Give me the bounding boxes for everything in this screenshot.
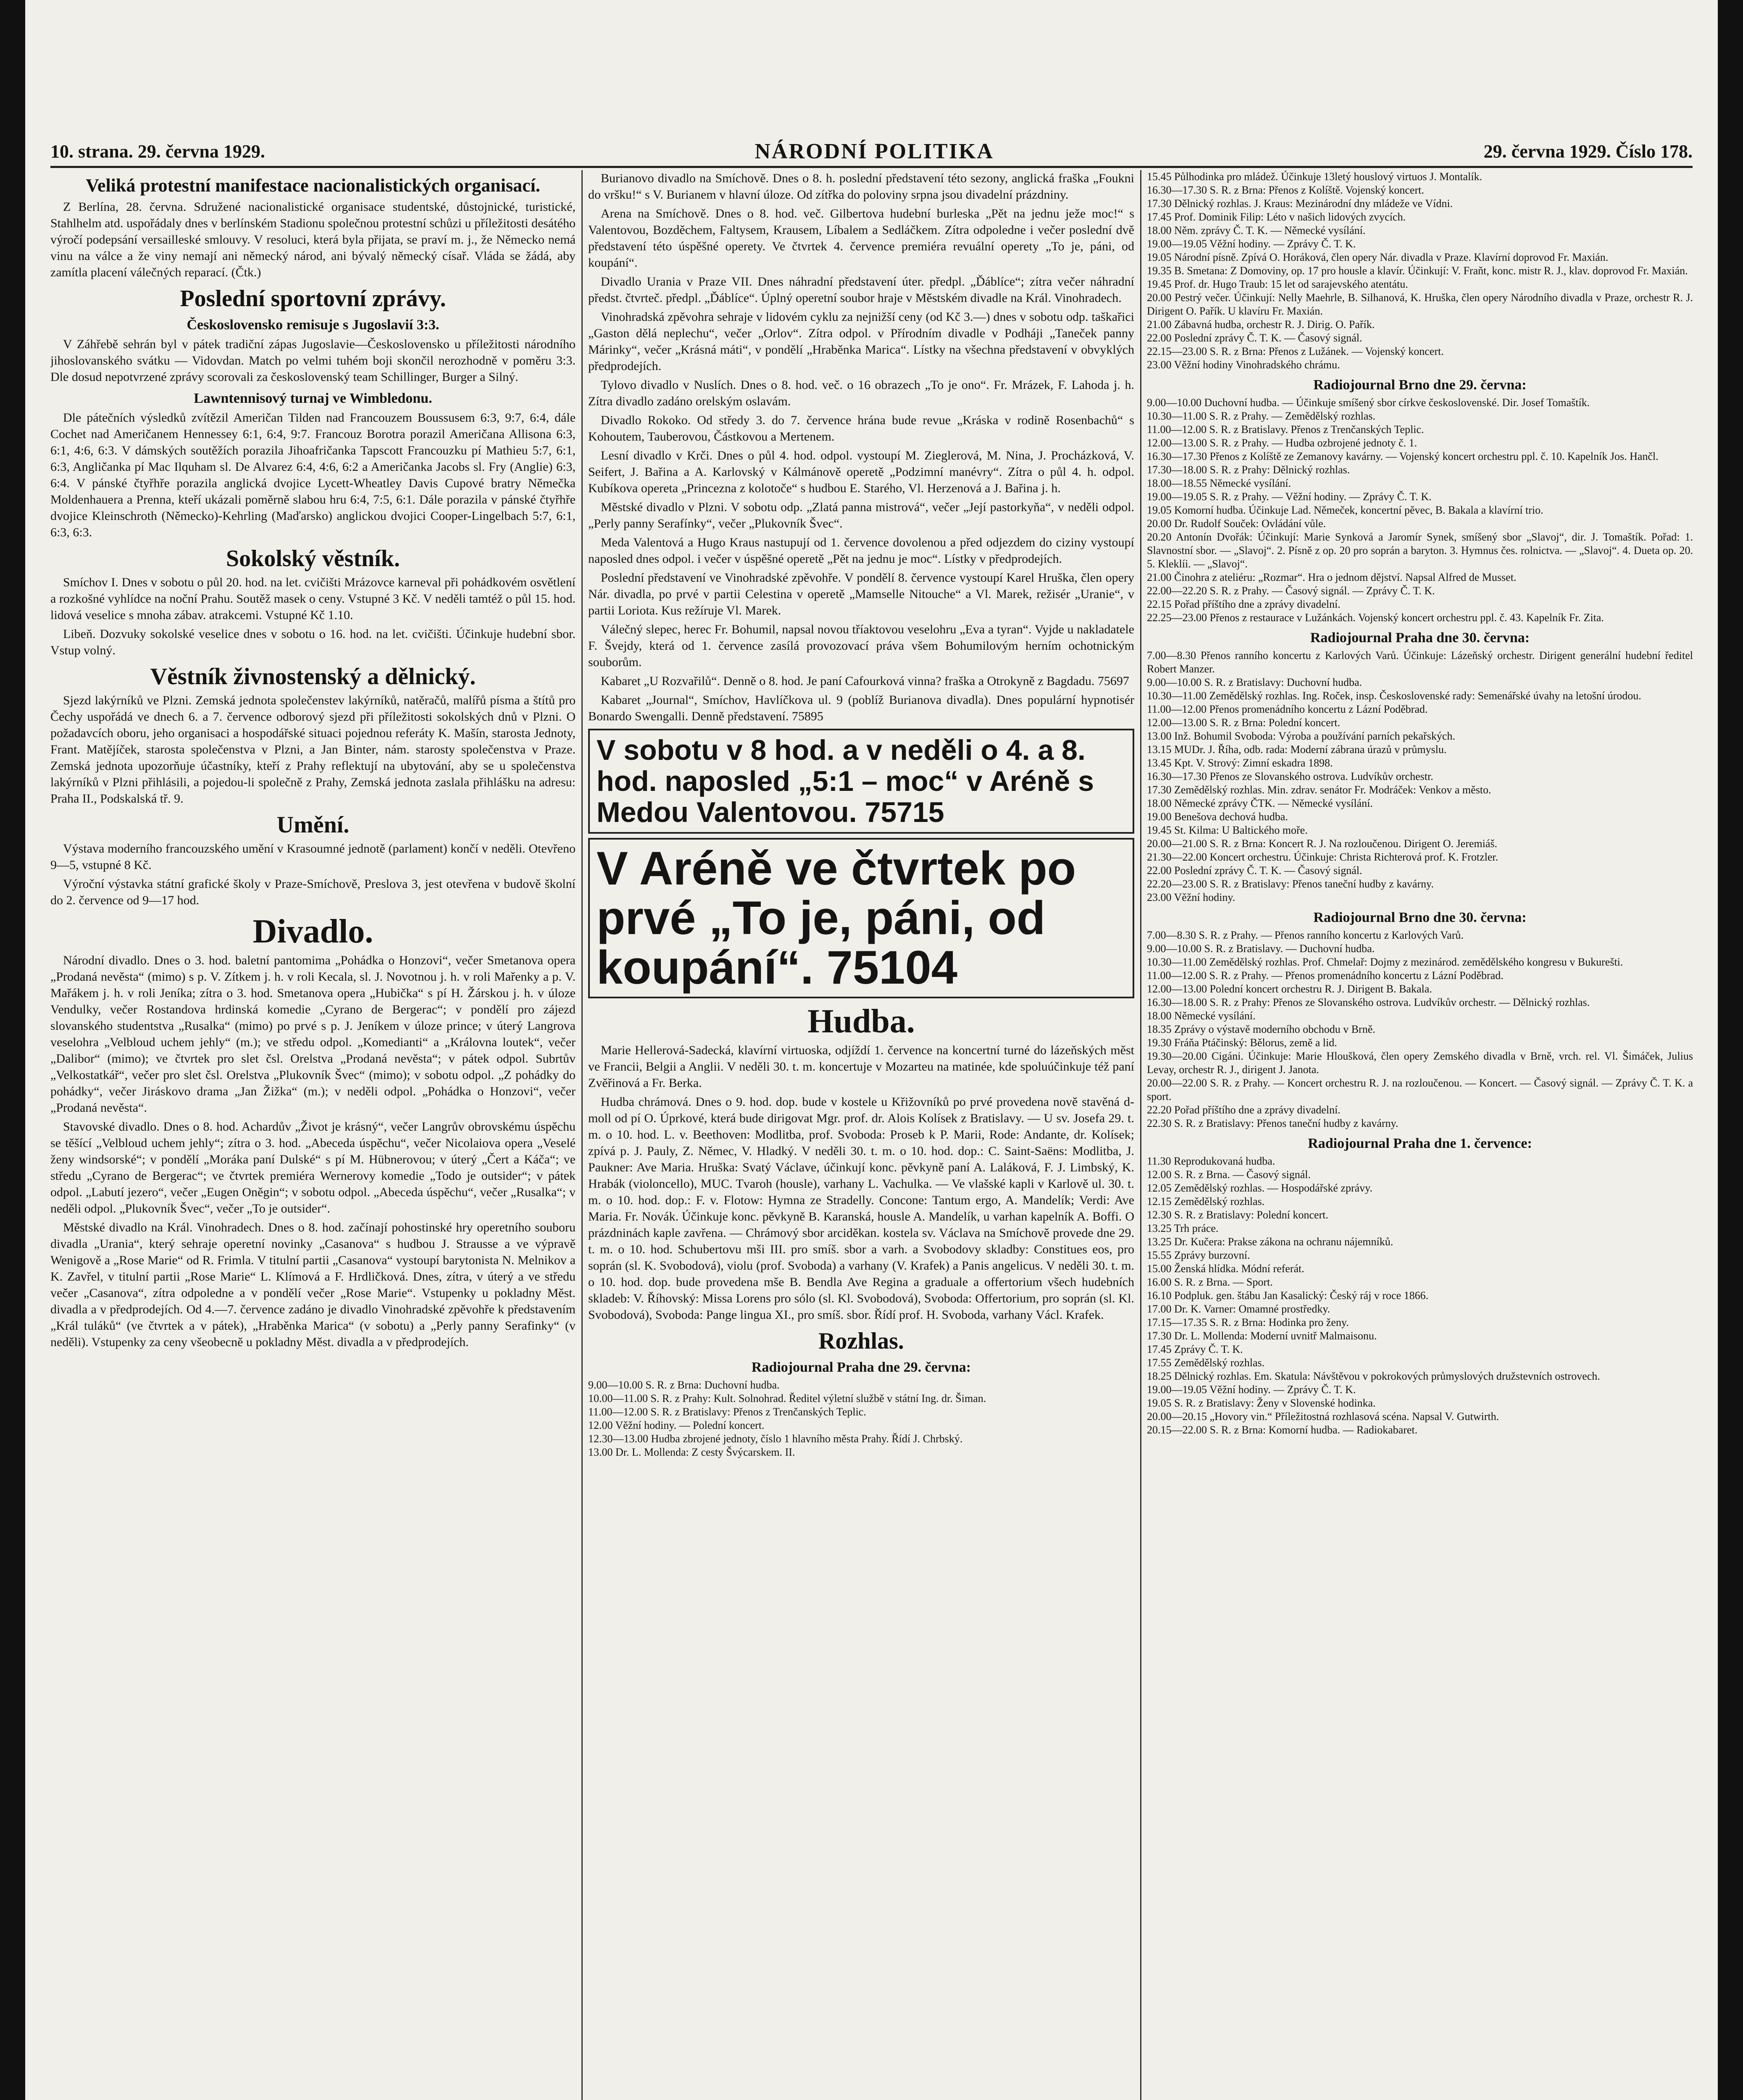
- article-paragraph: Kabaret „Journal“, Smíchov, Havlíčkova ul. 9 (poblíž Burianova divadla). Dnes populární hypnotisér Bonardo Swengalli. Denně představení. 75895: [588, 693, 1134, 723]
- program-entry: 11.00—12.00 Přenos promenádního koncertu z Lázní Poděbrad.: [1147, 703, 1428, 715]
- program-entry: 18.35 Zprávy o výstavě moderního obchodu v Brně.: [1147, 1023, 1375, 1035]
- section-heading: Sokolský věstník.: [226, 546, 400, 572]
- section-heading: Poslední sportovní zprávy.: [180, 286, 446, 312]
- program-entry: 21.00 Činohra z ateliéru: „Rozmar“. Hra o jednom dějství. Napsal Alfred de Musset.: [1147, 571, 1517, 583]
- section-heading: Lawntennisový turnaj ve Wimbledonu.: [194, 391, 432, 406]
- program-entry: 18.00—18.55 Německé vysílání.: [1147, 477, 1291, 489]
- program-entry: 22.00 Poslední zprávy Č. T. K. — Časový signál.: [1147, 864, 1362, 877]
- column-divider: [1140, 170, 1141, 2100]
- program-entry: 12.00 S. R. z Brna. — Časový signál.: [1147, 1168, 1311, 1181]
- article-paragraph: Stavovské divadlo. Dnes o 8. hod. Achardův „Život je krásný“, večer Langrův obrovskému úspěchu se těšící „Velbloud uchem jehly“; zítra o 3. hod. „Abeceda úspěchu“, večer Nicolaiova opera „Veselé ženy windsorské“; v pondělí „Moráka paní Dulské“ s pí M. Hübnerovou; v úterý „Čert a Káča“; ve středu „Cyrano de Bergerac“; ve čtvrtek premiéra Wernerovy komedie „Todo je outsider“; v pátek odpol. „Labutí jezero“, večer „Eugen Oněgin“; v sobotu odpol. „Abeceda úspěchu“, večer „Rusalka“; v neděli odpol. „Plukovník Švec“, večer „To je outsider“.: [50, 1120, 576, 1215]
- program-entry: 7.00—8.30 S. R. z Prahy. — Přenos ranního koncertu z Karlových Varů.: [1147, 929, 1464, 941]
- program-entry: 19.45 St. Kilma: U Baltického moře.: [1147, 824, 1308, 836]
- program-entry: 20.15—22.00 S. R. z Brna: Komorní hudba. — Radiokabaret.: [1147, 1424, 1418, 1436]
- article-paragraph: Smíchov I. Dnes v sobotu o půl 20. hod. na let. cvičišti Mrázovce karneval při pohádkovém osvětlení a rozkošné vyhlídce na noční Prahu. Soutěž masek o ceny. Vstupné 3 Kč. V neděli tamtéž o půl 15. hod. lidová veselice s mnoha zábav. atrakcemi. Vstupné Kč 1.10.: [50, 575, 576, 622]
- article-paragraph: Lesní divadlo v Krči. Dnes o půl 4. hod. odpol. vystoupí M. Zieglerová, M. Nina, J. Procházková, V. Seifert, J. Bařina a A. Karlovský v Kálmánově operetě „Podzimní manévry“. Zítra o půl 4. h. odpol. Kubíkova opereta „Princezna z kolotoče“ s hudbou E. Starého, Vl. Herzenová a J. Bařina j. h.: [588, 449, 1134, 495]
- program-entry: 22.15—23.00 S. R. z Brna: Přenos z Lužánek. — Vojenský koncert.: [1147, 345, 1444, 357]
- program-entry: 19.00—19.05 S. R. z Prahy. — Věžní hodiny. — Zprávy Č. T. K.: [1147, 491, 1432, 503]
- column-middle: [588, 170, 1134, 2100]
- program-entry: 12.00 Věžní hodiny. — Polední koncert.: [588, 1419, 765, 1431]
- issue-number: 29. června 1929. Číslo 178.: [1483, 141, 1693, 162]
- program-entry: 17.30 Dělnický rozhlas. J. Kraus: Mezinárodní dny mládeže ve Vídni.: [1147, 197, 1453, 210]
- article-paragraph: Hudba chrámová. Dnes o 9. hod. dop. bude v kostele u Křižovníků po prvé provedena nově stavěná d-moll od pí O. Úprkové, která bude dirigovat Mgr. prof. dr. Alois Kolísek z Bratislavy. — U sv. Josefa 29. t. m. o 10. hod. L. v. Beethoven: Modlitba, prof. Svoboda: Proseb k P. Marii, Rode: Andante, dr. Kolísek; zpívá p. J. Pauly, Z. Němec, V. Hladký. V neděli 30. t. m. o 10. hod. dop.: C. Saint-Saëns: Modlitba, J. Paukner: Ave Maria. Hruška: Svatý Václave, účinkují konc. pěvkyně paní A. Laláková, F. J. Limbský, K. Hrabák (violoncello), MUC. Tvaroh (housle), varhany L. Vachulka. — Ve vlašské kapli v Karlově ul. 30. t. m. o 10. hod. dop.: F. v. Flotow: Hymna ze Stradelly. Concone: Tantum ergo, A. Mandelík; Verdi: Ave Maria. Fr. Novák. Účinkuje konc. pěvkyně B. Karanská, housle A. Mandelík, u varhan kapelník A. Boffi. O prázdninách kaple zavřena. — Chrámový sbor arciděkan. kostela sv. Václava na Smíchově provede dne 29. t. m. o 10. hod. Schubertovu mši III. pro smíš. sbor a varh. a Svobodovy skladby: Constitues eos, pro soprán (sl. K. Svobodová), violu (prof. Svoboda) a varhany (V. Krafek) a Panis angelicus. V neděli 30. t. m. o 10. hod. dop. bude provedena mše B. Bendla Ave Regina a graduale a offertorium všech hudebních skladeb: V. Říhovský: Missa Lorens pro sólo (sl. Kl. Svobodová), Svoboda: Offertorium, pro soprán (sl. Kl. Svobodová), Svoboda: Pange lingua XI., pro smíš. sbor. Řídí prof. H. Svoboda, varhany Václ. Krafek.: [588, 1095, 1134, 1322]
- article-paragraph: Válečný slepec, herec Fr. Bohumil, napsal novou tříaktovou veselohru „Eva a tyran“. Vyjde u nakladatele F. Švejdy, která od 1. července zasílá provozovací práva všem Bohumilovým herním ochotnickým souborům.: [588, 622, 1134, 669]
- section-heading: Divadlo.: [252, 913, 373, 950]
- program-entry: 21.30—22.00 Koncert orchestru. Účinkuje: Christa Richterová prof. K. Frotzler.: [1147, 851, 1499, 863]
- section-heading: Radiojournal Praha dne 1. července:: [1308, 1136, 1532, 1151]
- program-entry: 15.00 Ženská hlídka. Módní referát.: [1147, 1263, 1304, 1275]
- page-date-left: 10. strana. 29. června 1929.: [50, 141, 265, 162]
- article-paragraph: Městské divadlo na Král. Vinohradech. Dnes o 8. hod. začínají pohostinské hry operetního souboru divadla „Urania“, který sehraje operetní novinky „Casanova“ s hudbou J. Strausse a ve výpravě Wenigově a „Rose Marie“ od R. Frimla. V titulní partii „Casanova“ vystoupí barytonista N. Melnikov a K. Zavřel, v titulní partii „Rose Marie“ L. Klímová a F. Hrdličková. Dnes, zítra, v úterý a ve středu večer „Casanova“, zítra odpoledne a v pondělí večer „Rose Marie“. Vstupenky u pokladny Měst. divadla a v předprodejích. Od 4.—7. července zadáno je divadlo Vinohradské zpěvohře k představením „Král tuláků“ (ve čtvrtek a v pátek), „Hraběnka Marica“ (v sobotu) a „Perly panny Serafinky“ (v neděli). Vstupenky za ceny všeobecně u pokladny Měst. divadla a v předprodejích.: [50, 1221, 576, 1349]
- article-paragraph: Tylovo divadlo v Nuslích. Dnes o 8. hod. več. o 16 obrazech „To je ono“. Fr. Mrázek, F. Lahoda j. h. Zítra divadlo zadáno orelským oslavám.: [588, 378, 1134, 408]
- program-entry: 19.05 Národní písně. Zpívá O. Horáková, člen opery Nár. divadla v Praze. Klavírní doprovod Fr. Maxián.: [1147, 251, 1609, 263]
- program-entry: 9.00—10.00 S. R. z Bratislavy. — Duchovní hudba.: [1147, 942, 1375, 955]
- program-entry: 22.00—22.20 S. R. z Prahy. — Časový signál. — Zprávy Č. T. K.: [1147, 585, 1435, 597]
- program-entry: 16.30—17.30 Přenos ze Slovanského ostrova. Ludvíkův orchestr.: [1147, 770, 1433, 782]
- column-divider: [581, 170, 583, 2100]
- page-header: [50, 136, 1693, 168]
- program-entry: 17.45 Zprávy Č. T. K.: [1147, 1343, 1243, 1355]
- program-entry: 11.00—12.00 S. R. z Prahy. — Přenos promenádního koncertu z Lázní Poděbrad.: [1147, 969, 1504, 982]
- program-entry: 12.15 Zemědělský rozhlas.: [1147, 1195, 1265, 1208]
- program-entry: 20.20 Antonín Dvořák: Účinkují: Marie Synková a Jaromír Synek, smíšený sbor „Slavoj“, dir. J. Tomaštík. Pořad: 1. Slavnostní sbor. — „Slavoj“. 2. Písně z op. 20 pro soprán a baryton. 3. Hymnus čes. rolnictva. — „Slavoj“. 4. Dueta op. 20. 5. Kleklíi. — „Slavoj“.: [1147, 531, 1693, 570]
- article-paragraph: Městské divadlo v Plzni. V sobotu odp. „Zlatá panna mistrová“, večer „Její pastorkyňa“, v neděli odpol. „Perly panny Serafínky“, večer „Plukovník Švec“.: [588, 500, 1134, 530]
- program-entry: 19.00—19.05 Věžní hodiny. — Zprávy Č. T. K.: [1147, 1383, 1356, 1396]
- program-entry: 17.30 Zemědělský rozhlas. Min. zdrav. senátor Fr. Modráček: Venkov a město.: [1147, 784, 1491, 796]
- section-heading: Veliká protestní manifestace nacionalistických organisací.: [86, 175, 540, 196]
- program-entry: 17.30—18.00 S. R. z Prahy: Dělnický rozhlas.: [1147, 464, 1350, 476]
- program-entry: 11.00—12.00 S. R. z Bratislavy. Přenos z Trenčanských Teplic.: [1147, 423, 1424, 436]
- program-entry: 16.10 Podpluk. gen. štábu Jan Kasalický: Český ráj v roce 1866.: [1147, 1289, 1429, 1302]
- program-entry: 13.45 Kpt. V. Strový: Zimní eskadra 1898.: [1147, 757, 1333, 769]
- program-entry: 12.05 Zemědělský rozhlas. — Hospodářské zprávy.: [1147, 1182, 1372, 1194]
- program-entry: 17.45 Prof. Dominik Filip: Léto v našich lidových zvycích.: [1147, 211, 1406, 223]
- section-heading: Rozhlas.: [818, 1328, 904, 1354]
- section-heading: Věstník živnostenský a dělnický.: [150, 664, 476, 690]
- program-entry: 19.00 Benešova dechová hudba.: [1147, 811, 1288, 823]
- program-entry: 13.15 MUDr. J. Říha, odb. rada: Moderní zábrana úrazů v průmyslu.: [1147, 743, 1447, 756]
- program-entry: 9.00—10.00 S. R. z Bratislavy: Duchovní hudba.: [1147, 676, 1362, 688]
- program-entry: 10.00—11.00 S. R. z Prahy: Kult. Solnohrad. Ředitel výletní službě v státní Ing. dr. Šiman.: [588, 1392, 986, 1404]
- program-entry: 22.30 S. R. z Bratislavy: Přenos taneční hudby z kavárny.: [1147, 1117, 1399, 1129]
- program-entry: 22.20 Pořad příštího dne a zprávy divadelní.: [1147, 1104, 1341, 1116]
- article-paragraph: Meda Valentová a Hugo Kraus nastupují od 1. července dovolenou a před odjezdem do ciziny vystoupí naposled dnes odpol. i večer v úspěšné operetě „Pět na jednu je moc“. Lístky v předprodejích.: [588, 536, 1134, 566]
- program-entry: 19.05 Komorní hudba. Účinkuje Lad. Němeček, koncertní pěvec, B. Bakala a klavírní trio.: [1147, 504, 1543, 516]
- program-entry: 7.00—8.30 Přenos ranního koncertu z Karlových Varů. Účinkuje: Lázeňský orchestr. Dirigent generální hudební ředitel Robert Manzer.: [1147, 649, 1693, 675]
- article-paragraph: Národní divadlo. Dnes o 3. hod. baletní pantomima „Pohádka o Honzovi“, večer Smetanova opera „Prodaná nevěsta“ (mimo) s p. V. Zítkem j. h. v roli Kecala, sl. J. Novotnou j. h. v roli Mařenky a p. V. Mařákem j. h. v roli Jeníka; zítra o 3. hod. Smetanova opera „Hubička“ s pí H. Žárskou j. h. v úloze Vendulky, večer Rostandova hrdinská komedie „Cyrano de Bergerac“; v pondělí pro zájezd slovanského studentstva „Rusalka“ (mimo) po prvé s p. J. Jeníkem v úloze prince; v úterý Langrova veselohra „Velbloud uchem jehly“ (m.); ve středu odpol. „Komedianti“ a „Královna loutek“, večer „Dalibor“ (mimo); ve čtvrtek pro slet čsl. Orelstva „Prodaná nevěsta“; v pátek odpol. Subrtův „Velkostatkář“, večer pro slet čsl. Orelstva „Plukovník Švec“ (mimo); v sobotu odpol. „Z pohádky do pohádky“, večer Jiráskovo drama „Jan Žižka“ (m.); v neděli odpol. „Pohádka o Honzovi“, večer „Prodaná nevěsta“.: [50, 953, 576, 1115]
- program-entry: 16.30—17.30 Přenos z Kolíště ze Zemanovy kavárny. — Vojenský koncert orchestru ppl. č. 10. Kapelník Jos. Hančl.: [1147, 450, 1659, 462]
- program-entry: 13.25 Trh práce.: [1147, 1222, 1219, 1234]
- article-paragraph: Poslední představení ve Vinohradské zpěvohře. V pondělí 8. července vystoupí Karel Hruška, člen opery Nár. divadla, po prvé v partii Celestina v operetě „Mamselle Nitouche“ a Vl. Marek, režisér „Uranie“, v partii Loriota. Kus režíruje Vl. Marek.: [588, 571, 1134, 617]
- program-entry: 18.25 Dělnický rozhlas. Em. Skatula: Návštěvou v pokrokových průmyslových družstevních ostrovech.: [1147, 1370, 1600, 1382]
- program-entry: 20.00—21.00 S. R. z Brna: Koncert R. J. Na rozloučenou. Dirigent O. Jeremiáš.: [1147, 837, 1498, 850]
- program-entry: 15.45 Půlhodinka pro mládež. Účinkuje 13letý houslový virtuos J. Montalík.: [1147, 171, 1482, 183]
- program-entry: 19.05 S. R. z Bratislavy: Ženy v Slovenské hodinka.: [1147, 1397, 1376, 1409]
- advertisement: V sobotu v 8 hod. a v neděli o 4. a 8. hod. naposled „5:1 – moc“ v Aréně s Medou Valentovou. 75715: [588, 729, 1134, 834]
- program-entry: 21.00 Zábavná hudba, orchestr R. J. Dirig. O. Pařík.: [1147, 318, 1375, 331]
- program-entry: 17.55 Zemědělský rozhlas.: [1147, 1357, 1265, 1369]
- program-entry: 22.00 Poslední zprávy Č. T. K. — Časový signál.: [1147, 332, 1362, 344]
- program-entry: 20.00—22.00 S. R. z Prahy. — Koncert orchestru R. J. na rozloučenou. — Koncert. — Časový signál. — Zprávy Č. T. K. a sport.: [1147, 1077, 1693, 1102]
- program-entry: 20.00 Pestrý večer. Účinkují: Nelly Maehrle, B. Silhanová, K. Hruška, člen opery Národního divadla v Praze, orchestr R. J. Dirigent O. Pařík. U klavíru Fr. Maxián.: [1147, 291, 1693, 317]
- program-entry: 12.00—13.00 S. R. z Prahy. — Hudba ozbrojené jednoty č. 1.: [1147, 437, 1417, 449]
- article-paragraph: Dle pátečních výsledků zvítězil Američan Tilden nad Francouzem Boussusem 6:3, 9:7, 6:4, dále Cochet nad Američanem Hennessey 6:1, 6:4, 9:7. Francouz Borotra porazil Američana Allisona 6:3, 6:1, 4:6, 6:3. V dámských soutěžích porazila Jihoafričanka Tapscott Francouzku pí Mathieu 5:7, 6:1, 6:3, Angličanka pí Mac Ilquham sl. De Alvarez 6:4, 4:6, 6:2 a Američanka Jacobs sl. Fry (Anglie) 6:3, 6:4. V pánské čtyřhře porazila anglická dvojice Lycett-Wheatley Davis Cupové bratry Němečka Moldenhauera a Prenna, kteří ukázali poměrně slabou hru 6:4, 7:5, 6:1. Dále porazila v pánské čtyřhře dvojice Kleinschroth (Německo)-Kehrling (Maďarsko) anglickou dvojici Cooper-Lingelbach 5:7, 6:1, 6:3, 6:3.: [50, 411, 576, 539]
- program-entry: 12.00—13.00 S. R. z Brna: Polední koncert.: [1147, 717, 1341, 729]
- section-heading: Radiojournal Praha dne 29. června:: [751, 1360, 971, 1375]
- advertisement: V Aréně ve čtvrtek po prvé „To je, páni, od koupání“. 75104: [588, 838, 1134, 998]
- section-heading: Radiojournal Brno dne 30. června:: [1313, 910, 1527, 925]
- program-entry: 17.15—17.35 S. R. z Brna: Hodinka pro ženy.: [1147, 1316, 1349, 1328]
- program-entry: 19.00—19.05 Věžní hodiny. — Zprávy Č. T. K.: [1147, 238, 1356, 250]
- section-heading: Umění.: [276, 812, 350, 838]
- program-entry: 12.30—13.00 Hudba zbrojené jednoty, číslo 1 hlavního města Prahy. Řídí J. Chrbský.: [588, 1433, 963, 1445]
- program-entry: 12.00—13.00 Polední koncert orchestru R. J. Dirigent B. Bakala.: [1147, 983, 1432, 995]
- program-entry: 22.15 Pořad příštího dne a zprávy divadelní.: [1147, 598, 1341, 610]
- section-heading: Radiojournal Brno dne 29. června:: [1313, 377, 1527, 393]
- article-paragraph: Marie Hellerová-Sadecká, klavírní virtuoska, odjíždí 1. července na koncertní turné do lázeňských měst ve Francii, Belgii a Anglii. V neděli 30. t. m. koncertuje v Mozarteu na matinée, kde spoluúčinkuje též paní Zvěřinová a Fr. Berka.: [588, 1043, 1134, 1090]
- program-entry: 22.25—23.00 Přenos z restaurace v Lužánkách. Vojenský koncert orchestru ppl. č. 43. Kapelník Fr. Zita.: [1147, 612, 1604, 624]
- program-entry: 19.30 Fráňa Ptáčinský: Bělorus, země a lid.: [1147, 1037, 1337, 1049]
- program-entry: 12.30 S. R. z Bratislavy: Polední koncert.: [1147, 1209, 1328, 1221]
- program-entry: 10.30—11.00 Zemědělský rozhlas. Prof. Chmelař: Dojmy z mezinárod. zemědělského kongresu v Bukurešti.: [1147, 956, 1623, 968]
- article-paragraph: Vinohradská zpěvohra sehraje v lidovém cyklu za nejnižší ceny (od Kč 3.—) dnes v sobotu odp. taškařici „Gaston dělá neplechu“, večer „Orlov“. Zítra odpol. v Přírodním divadle v Podháji „Taneček panny Márinky“, večer „Krásná máti“, v pondělí „Hraběnka Marica“. Lístky na všechna představení v obvyklých předprodejích.: [588, 310, 1134, 373]
- program-entry: 19.35 B. Smetana: Z Domoviny, op. 17 pro housle a klavír. Účinkují: V. Fraňt, konc. mistr R. J., klav. doprovod Fr. Maxián.: [1147, 265, 1688, 277]
- article-paragraph: Divadlo Rokoko. Od středy 3. do 7. července hrána bude revue „Kráska v rodině Rosenbachů“ s Kohoutem, Tauberovou, Částkovou a Mertenem.: [588, 413, 1134, 444]
- program-entry: 19.30—20.00 Cigáni. Účinkuje: Marie Hloušková, člen opery Zemského divadla v Brně, vrch. rel. Vl. Šimáček, Julius Levay, orchestr R. J., dirigent J. Janota.: [1147, 1050, 1693, 1076]
- program-entry: 18.00 Německé vysílání.: [1147, 1010, 1256, 1022]
- program-entry: 11.00—12.00 S. R. z Bratislavy: Přenos z Trenčanských Teplic.: [588, 1406, 866, 1418]
- program-entry: 19.45 Prof. dr. Hugo Traub: 15 let od sarajevského atentátu.: [1147, 278, 1408, 290]
- program-entry: 22.20—23.00 S. R. z Bratislavy: Přenos taneční hudby z kavárny.: [1147, 878, 1434, 890]
- article-paragraph: Divadlo Urania v Praze VII. Dnes náhradní představení úter. předpl. „Ďáblíce“; zítra večer náhradní předst. čtvrteč. předpl. „Ďáblíce“. Úplný operetní soubor hraje v Městském divadle na Král. Vinohradech.: [588, 275, 1134, 305]
- program-entry: 13.25 Dr. Kučera: Prakse zákona na ochranu nájemníků.: [1147, 1236, 1393, 1248]
- column-right: [1147, 170, 1693, 2100]
- article-paragraph: Výstava moderního francouzského umění v Krasoumné jednotě (parlament) končí v neděli. Otevřeno 9—5, vstupné 8 Kč.: [50, 842, 576, 872]
- program-entry: 9.00—10.00 S. R. z Brna: Duchovní hudba.: [588, 1379, 780, 1391]
- program-entry: 16.30—17.30 S. R. z Brna: Přenos z Kolíště. Vojenský koncert.: [1147, 184, 1424, 196]
- program-entry: 16.30—18.00 S. R. z Prahy: Přenos ze Slovanského ostrova. Ludvíkův orchestr. — Dělnický rozhlas.: [1147, 996, 1590, 1008]
- program-entry: 18.00 Něm. zprávy Č. T. K. — Německé vysílání.: [1147, 224, 1366, 236]
- program-entry: 20.00 Dr. Rudolf Souček: Ovládání vůle.: [1147, 517, 1326, 530]
- section-heading: Radiojournal Praha dne 30. června:: [1310, 630, 1530, 646]
- article-paragraph: Sjezd lakýrníků ve Plzni. Zemská jednota společenstev lakýrníků, natěračů, malířů písma a štítů pro Čechy uspořádá ve dnech 6. a 7. července odborový sjezd při příležitosti sokolských dnů v Plzni. O požadavcích oboru, jeho organisaci a hospodářské situaci pojednou referáty K. Mašín, starosta Jednoty, Frant. Matějíček, starosta společenstva v Plzni, a Jan Binter, nám. starosty společenstva v Praze. Zemská jednota upozorňuje účastníky, kteří z Prahy reflektují na ubytování, aby se u společenstva lakýrníků v Plzni přihlásili, a pojedou-li společně z Prahy, Zemská jednota zaslala přihlášku na adresu: Praha II., Podskalská tř. 9.: [50, 693, 576, 806]
- article-paragraph: Libeň. Dozvuky sokolské veselice dnes v sobotu o 16. hod. na let. cvičišti. Účinkuje hudební sbor. Vstup volný.: [50, 627, 576, 657]
- program-entry: 15.55 Zprávy burzovní.: [1147, 1249, 1250, 1261]
- article-paragraph: Arena na Smíchově. Dnes o 8. hod. več. Gilbertova hudební burleska „Pět na jednu ježe moc!“ s Valentovou, Bozděchem, Faltysem, Krausem, Líbalem a Sedláčkem. Zítra odpoledne i večer poslední dvě představení této úspěšné operety. Ve čtvrtek 4. července premiéra revuální operety „To je, páni, od koupání“.: [588, 207, 1134, 270]
- program-entry: 10.30—11.00 Zemědělský rozhlas. Ing. Roček, insp. Československé rady: Semenářské úvahy na letošní úrodou.: [1147, 690, 1641, 702]
- program-entry: 17.30 Dr. L. Mollenda: Moderní uvnitř Malmaisonu.: [1147, 1330, 1377, 1342]
- program-entry: 17.00 Dr. K. Varner: Omamné prostředky.: [1147, 1303, 1330, 1315]
- program-entry: 13.00 Dr. L. Mollenda: Z cesty Švýcarskem. II.: [588, 1446, 795, 1458]
- program-entry: 23.00 Věžní hodiny.: [1147, 891, 1236, 903]
- article-paragraph: Kabaret „U Rozvařilů“. Denně o 8. hod. Je paní Cafourková vinna? fraška a Otrokyně z Bagdadu. 75697: [601, 674, 1129, 688]
- article-paragraph: Z Berlína, 28. června. Sdružené nacionalistické organisace studentské, důstojnické, turistické, Stahlhelm atd. uspořádaly dnes v berlínském Stadionu společnou protestní schůzi u příležitosti desátého výročí podepsání versailleské smlouvy. V resoluci, která byla přijata, se praví m. j., že Německo nemá vinu na válce a že viny nemají ani německý národ, ani bývalý německý císař. Vláda se žádá, aby zamítla placení válečných reparací. (Čtk.): [50, 200, 576, 279]
- program-entry: 20.00—20.15 „Hovory vin.“ Příležitostná rozhlasová scéna. Napsal V. Gutwirth.: [1147, 1410, 1499, 1423]
- article-paragraph: Burianovo divadlo na Smíchově. Dnes o 8. h. poslední představení této sezony, anglická fraška „Foukni do vršku!“ s V. Burianem v hlavní úloze. Od zítřka do poloviny srpna jsou divadelní prázdniny.: [588, 171, 1134, 202]
- column-left: [50, 170, 576, 2100]
- program-entry: 9.00—10.00 Duchovní hudba. — Účinkuje smíšený sbor církve československé. Dir. Josef Tomaštík.: [1147, 396, 1590, 409]
- section-heading: Československo remisuje s Jugoslavií 3:3.: [187, 317, 439, 333]
- program-entry: 11.30 Reprodukovaná hudba.: [1147, 1155, 1275, 1167]
- article-paragraph: Výroční výstavka státní grafické školy v Praze-Smíchově, Preslova 3, jest otevřena v budově školní do 2. července od 9—17 hod.: [50, 877, 576, 907]
- section-heading: Hudba.: [807, 1003, 915, 1040]
- article-paragraph: V Záhřebě sehrán byl v pátek tradiční zápas Jugoslavie—Československo u příležitosti národního jihoslovanského svátku — Vidovdan. Match po velmi tuhém boji skončil nerozhodně v poměru 3:3. Dle dosud nepotvrzené zprávy scorovali za československý team Schillinger, Burger a Silný.: [50, 337, 576, 384]
- program-entry: 16.00 S. R. z Brna. — Sport.: [1147, 1276, 1273, 1288]
- masthead: NÁRODNÍ POLITIKA: [755, 139, 994, 163]
- program-entry: 23.00 Věžní hodiny Vinohradského chrámu.: [1147, 359, 1340, 371]
- program-entry: 13.00 Inž. Bohumil Svoboda: Výroba a používání parních pekařských.: [1147, 730, 1455, 742]
- program-entry: 18.00 Německé zprávy ČTK. — Německé vysílání.: [1147, 797, 1373, 809]
- program-entry: 10.30—11.00 S. R. z Prahy. — Zemědělský rozhlas.: [1147, 410, 1375, 422]
